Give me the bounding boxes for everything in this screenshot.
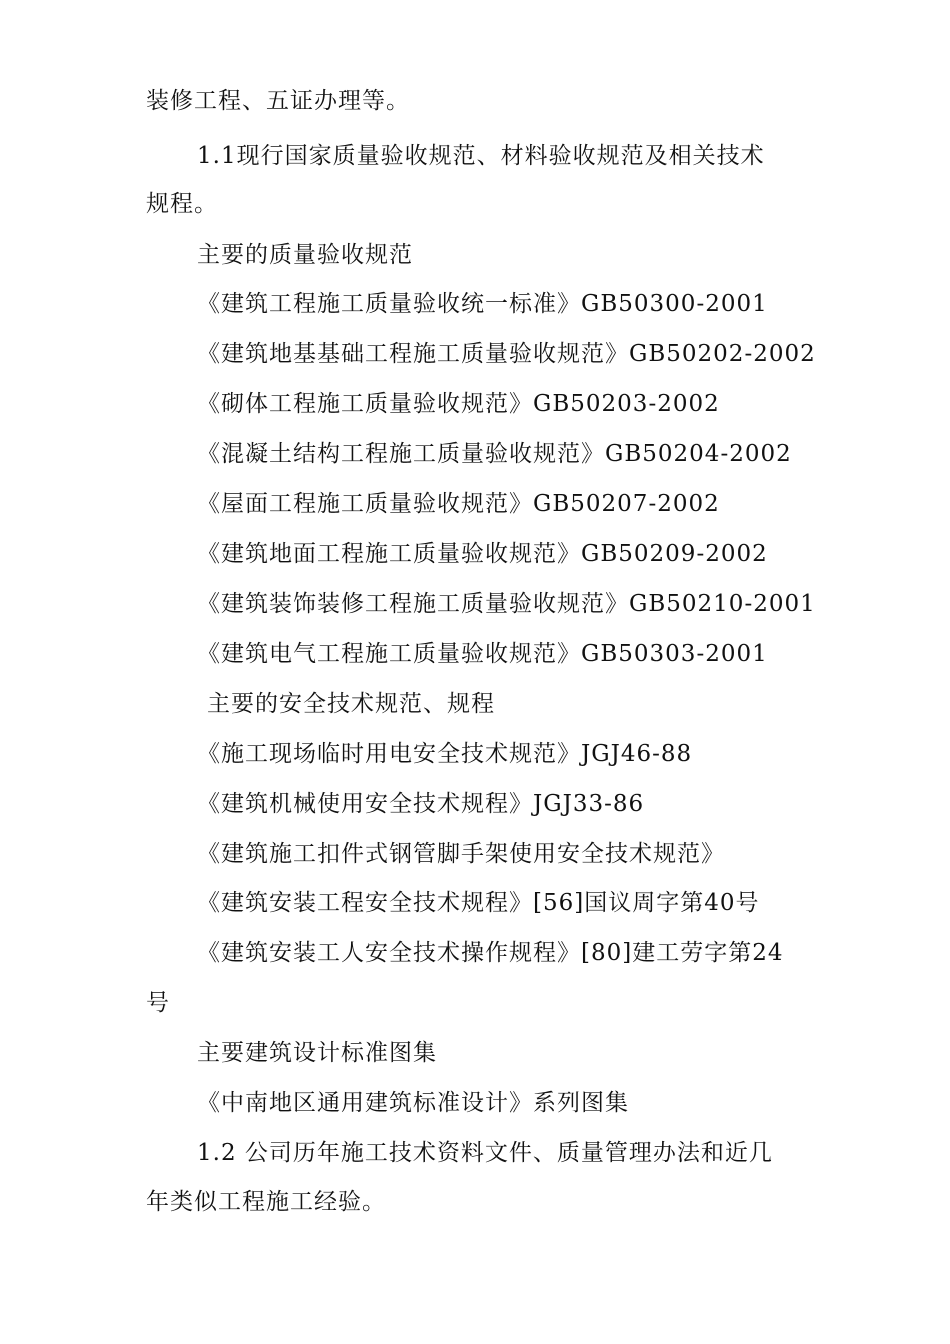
text-line-continuation: 装修工程、五证办理等。 [146, 88, 410, 114]
standard-item: 《建筑施工扣件式钢管脚手架使用安全技术规范》 [197, 841, 725, 867]
text-line-continuation: 年类似工程施工经验。 [146, 1189, 386, 1215]
standard-item: 《建筑机械使用安全技术规程》JGJ33-86 [197, 791, 645, 817]
subheading-design-atlas: 主要建筑设计标准图集 [197, 1040, 437, 1066]
standard-item: 《建筑安装工人安全技术操作规程》[80]建工劳字第24 [197, 940, 784, 966]
standard-item: 《建筑电气工程施工质量验收规范》GB50303-2001 [197, 641, 768, 667]
standard-item: 《建筑地面工程施工质量验收规范》GB50209-2002 [197, 541, 768, 567]
text-line-continuation: 规程。 [146, 191, 218, 217]
standard-item: 《混凝土结构工程施工质量验收规范》GB50204-2002 [197, 441, 792, 467]
subheading-quality-standards: 主要的质量验收规范 [197, 242, 413, 268]
standard-item: 《建筑装饰装修工程施工质量验收规范》GB50210-2001 [197, 591, 816, 617]
standard-item: 《建筑地基基础工程施工质量验收规范》GB50202-2002 [197, 341, 816, 367]
standard-item: 《建筑安装工程安全技术规程》[56]国议周字第40号 [197, 890, 760, 916]
subheading-safety-standards: 主要的安全技术规范、规程 [207, 691, 495, 717]
standard-item: 《施工现场临时用电安全技术规范》JGJ46-88 [197, 741, 693, 767]
standard-item: 《砌体工程施工质量验收规范》GB50203-2002 [197, 391, 720, 417]
standard-item: 《中南地区通用建筑标准设计》系列图集 [197, 1090, 629, 1116]
section-heading-1-1: 1.1现行国家质量验收规范、材料验收规范及相关技术 [197, 143, 765, 169]
standard-item: 《屋面工程施工质量验收规范》GB50207-2002 [197, 491, 720, 517]
text-line-continuation: 号 [146, 990, 170, 1016]
section-heading-1-2: 1.2 公司历年施工技术资料文件、质量管理办法和近几 [197, 1140, 773, 1166]
standard-item: 《建筑工程施工质量验收统一标准》GB50300-2001 [197, 291, 768, 317]
